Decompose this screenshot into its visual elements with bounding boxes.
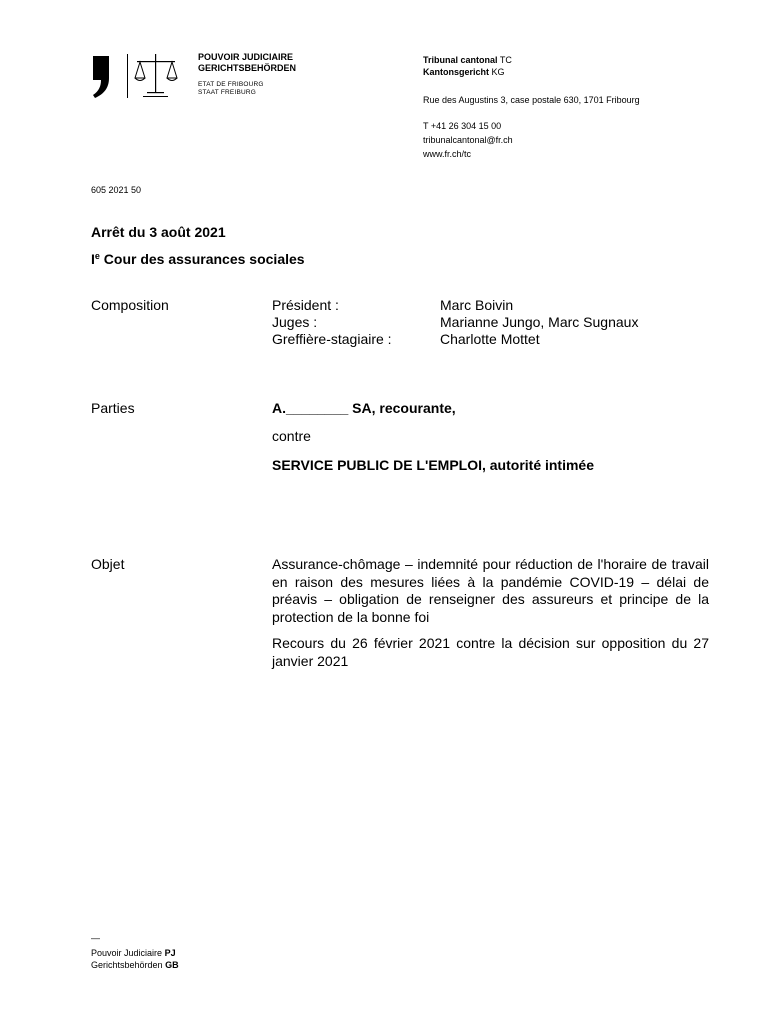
member-judges: Marianne Jungo, Marc Sugnaux — [440, 314, 639, 330]
party-respondent: SERVICE PUBLIC DE L'EMPLOI, autorité intimée — [272, 457, 595, 473]
role-clerk: Greffière-stagiaire : — [272, 331, 392, 347]
footer-dash: — — [91, 933, 100, 943]
role-president: Président : — [272, 297, 339, 313]
court-address: Rue des Augustins 3, case postale 630, 1701 Fribourg — [423, 95, 640, 105]
judgment-title: Arrêt du 3 août 2021 — [91, 224, 226, 240]
composition-label: Composition — [91, 297, 169, 313]
state-name-de: STAAT FREIBURG — [198, 89, 257, 96]
member-president: Marc Boivin — [440, 297, 514, 313]
footer-line-de: Gerichtsbehörden GB — [91, 960, 179, 970]
party-appellant: A.________ SA, recourante, — [272, 400, 456, 416]
state-name-fr: ETAT DE FRIBOURG — [198, 81, 264, 88]
court-email[interactable]: tribunalcantonal@fr.ch — [423, 135, 513, 145]
member-clerk: Charlotte Mottet — [440, 331, 540, 347]
appeal-description: Recours du 26 février 2021 contre la décision sur opposition du 27 janvier 2021 — [272, 635, 709, 669]
court-website[interactable]: www.fr.ch/tc — [423, 149, 472, 159]
footer-line-fr: Pouvoir Judiciaire PJ — [91, 948, 176, 958]
chamber-title: Ie Cour des assurances sociales — [91, 251, 305, 267]
court-name-fr: Tribunal cantonal TC — [423, 55, 512, 65]
court-phone: T +41 26 304 15 00 — [423, 121, 502, 131]
role-judges: Juges : — [272, 314, 318, 330]
parties-label: Parties — [91, 400, 135, 416]
scales-of-justice-icon — [91, 52, 181, 100]
court-name-de: Kantonsgericht KG — [423, 67, 505, 77]
object-label: Objet — [91, 556, 125, 572]
versus-text: contre — [272, 428, 311, 444]
object-description: Assurance-chômage – indemnité pour réduction de l'horaire de travail en raison des mesures liées à la pandémie COVID-19 – délai de préavis – obligation de renseigner des assureurs et principe de la protection de la bonne foi — [272, 556, 709, 625]
org-name-de: GERICHTSBEHÖRDEN — [198, 63, 297, 73]
org-name-fr: POUVOIR JUDICIAIRE — [198, 52, 294, 62]
case-reference: 605 2021 50 — [91, 185, 142, 195]
